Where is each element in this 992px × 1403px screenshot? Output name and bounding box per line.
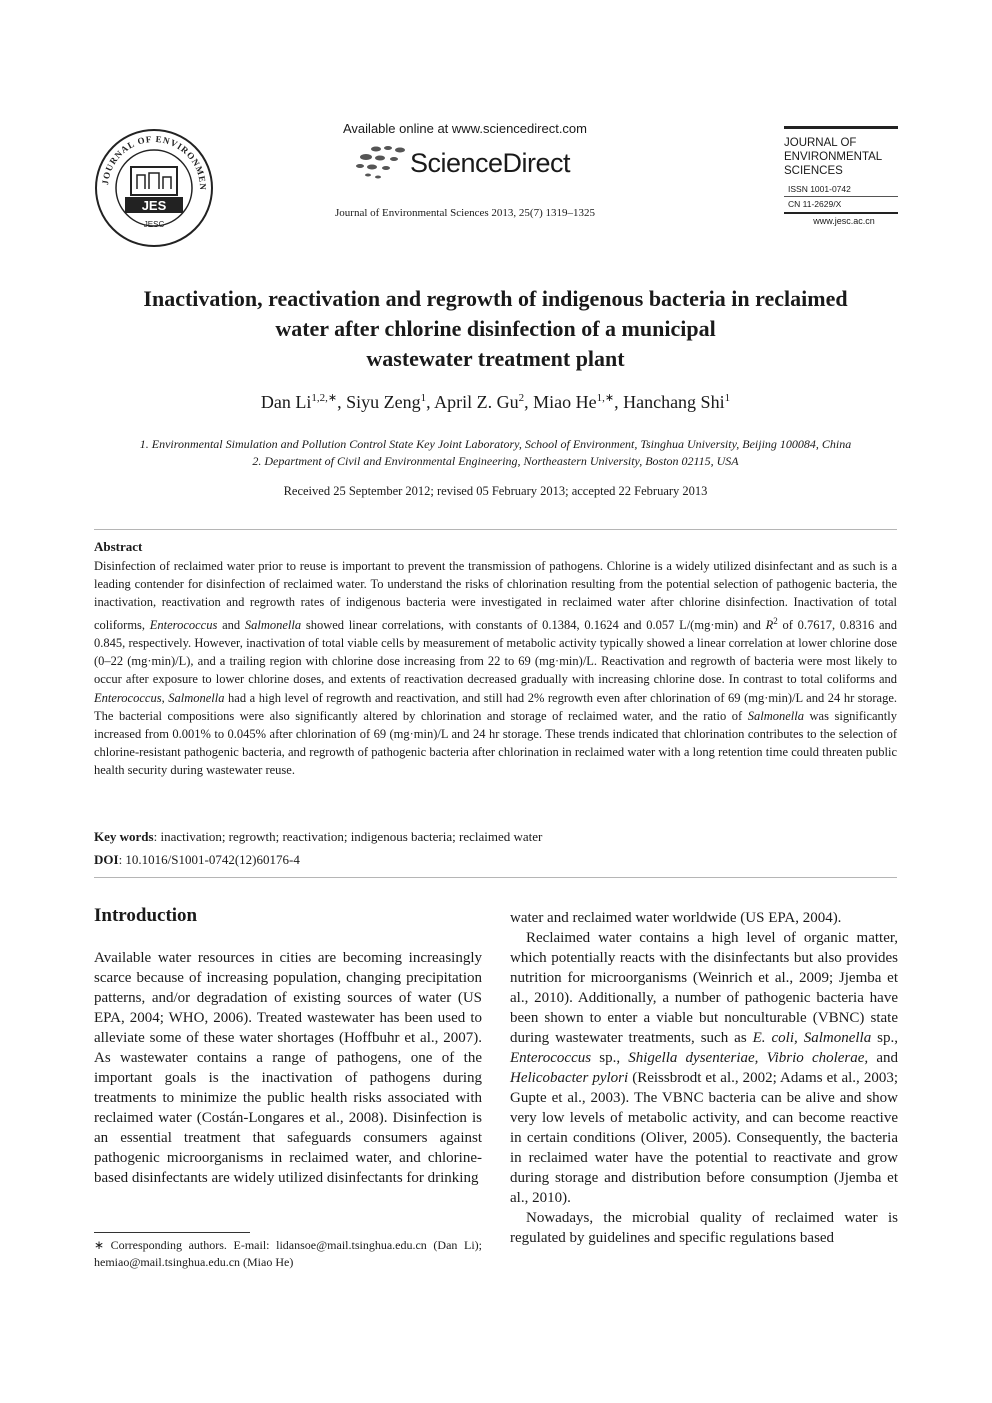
title-line: water after chlorine disinfection of a municipal bbox=[275, 316, 716, 341]
text: sp., bbox=[871, 1030, 898, 1046]
doi bbox=[94, 852, 897, 868]
right-column bbox=[510, 908, 898, 1248]
keywords bbox=[94, 829, 897, 845]
taxon: Enterococcus bbox=[149, 617, 218, 632]
journal-url[interactable]: www.jesc.ac.cn bbox=[813, 216, 875, 226]
abstract-text: Disinfection of reclaimed water prior to reuse is important to prevent the transmission of pathogens. Chlorine is a widely utilized disinfectant and as such is a leading contender for disinfection of reclaimed water. To understand the risks of chlorination resulting from the potential selection of pathogenic bacteria, the inactivation, reactivation and regrowth rates of indigenous bacteria were investigated in reclaimed water after chlorine disinfection. Inactivation of total coliforms, bbox=[94, 559, 897, 632]
taxon: Salmonella bbox=[747, 708, 804, 723]
cn-number: CN 11-2629/X bbox=[788, 199, 842, 209]
journal-name-2: ENVIRONMENTAL bbox=[784, 151, 883, 163]
section-heading-introduction: Introduction bbox=[94, 905, 198, 926]
author-affil: 1,2,∗ bbox=[311, 392, 338, 404]
abstract-text: had a high level of regrowth and reactivation, and still had 2% regrowth even after chlorination of 69 (mg·min)/L and 24 hr storage. The bacterial compositions were also significantly altered by chlorination and storage of reclaimed water, and the ratio of bbox=[94, 690, 897, 723]
rule bbox=[784, 196, 898, 197]
sciencedirect-dots-icon bbox=[354, 143, 414, 183]
paragraph: Nowadays, the microbial quality of reclaimed water is regulated by guidelines and specific regulations based bbox=[510, 1210, 898, 1246]
affiliation: 2. Department of Civil and Environmental Engineering, Northeastern University, Boston 02115, USA bbox=[252, 454, 739, 468]
journal-name-1: JOURNAL OF bbox=[784, 137, 857, 149]
author-affil: 1 bbox=[420, 392, 427, 404]
footnote-rule bbox=[94, 1232, 250, 1233]
journal-name-3: SCIENCES bbox=[784, 165, 843, 177]
seal-mark: JES bbox=[141, 198, 167, 213]
journal-info-box bbox=[784, 126, 898, 226]
text: sp., bbox=[591, 1050, 629, 1066]
seal-bottom: JESC bbox=[143, 220, 165, 229]
text: and bbox=[868, 1050, 898, 1066]
divider bbox=[94, 877, 897, 878]
taxon: E. coli, Salmonella bbox=[752, 1030, 872, 1046]
author-name: Siyu Zeng bbox=[346, 392, 421, 412]
available-online-text: Available online at www.sciencedirect.com bbox=[343, 121, 587, 136]
author-affil: 1,∗ bbox=[596, 392, 615, 404]
keywords-label: Key words bbox=[94, 829, 154, 844]
left-column bbox=[94, 948, 482, 1188]
doi-label: DOI bbox=[94, 852, 119, 867]
author-name: Miao He bbox=[533, 392, 597, 412]
article-title bbox=[94, 284, 897, 374]
taxon: Enterococcus bbox=[94, 690, 162, 705]
taxon: Shigella dysenteriae, Vibrio cholerae, bbox=[628, 1050, 869, 1066]
r-superscript: 2 bbox=[773, 615, 778, 626]
affiliation: 1. Environmental Simulation and Pollution Control State Key Joint Laboratory, School of Environment, Tsinghua University, Beijing 100084, China bbox=[139, 437, 852, 451]
taxon: Salmonella bbox=[168, 690, 225, 705]
taxon: Enterococcus bbox=[510, 1050, 592, 1066]
journal-citation: Journal of Environmental Sciences 2013, 25(7) 1319–1325 bbox=[335, 207, 595, 219]
abstract-text: of 0.7617, 0.8316 and 0.845, respectively. However, inactivation of total viable cells by measurement of metabolic activity typically showed a linear correlation at lower chlorine dose (0–22 (mg·min)/L), and a trailing region with chlorine dose increasing from 22 to 69 (mg·min)/L. Reactivation and regrowth of bacteria were most likely to occur after exposure to lower chlorine doses, and extents of reactivation decreased gradually with increasing chlorine dose. In contrast to total coliforms and bbox=[94, 617, 897, 687]
r-symbol: R bbox=[765, 617, 774, 632]
article-dates: Received 25 September 2012; revised 05 February 2013; accepted 22 February 2013 bbox=[283, 484, 708, 498]
author-list: Dan $Li^{1,2,∗}$, Siyu Zeng$^1$, April Z. Gu$^2$, Miao $He^{1,∗}$, Hanchang Shi$^1$ bbox=[260, 392, 731, 412]
abstract-text: and bbox=[217, 617, 245, 632]
title-line: Inactivation, reactivation and regrowth of indigenous bacteria in reclaimed bbox=[143, 286, 848, 311]
abstract-text: showed linear correlations, with constants of 0.1384, 0.1624 and 0.057 L/(mg·min) and bbox=[301, 617, 766, 632]
title-line: wastewater treatment plant bbox=[366, 346, 625, 371]
paragraph bbox=[510, 928, 898, 1208]
taxon: Salmonella bbox=[244, 617, 302, 632]
keywords-list: : inactivation; regrowth; reactivation; indigenous bacteria; reclaimed water bbox=[153, 829, 543, 844]
author-affil: 1 bbox=[724, 392, 731, 404]
author-name: Hanchang Shi bbox=[623, 392, 725, 412]
corresponding-author-footnote: ∗ Corresponding authors. E-mail: lidansoe@mail.tsinghua.edu.cn (Dan Li); hemiao@mail.tsinghua.edu.cn (Miao He) bbox=[94, 1238, 482, 1269]
author-affil: 2 bbox=[518, 392, 525, 404]
abstract-text: , bbox=[161, 690, 169, 705]
abstract-heading: Abstract bbox=[94, 539, 143, 554]
abstract-body bbox=[94, 557, 897, 780]
seal-ring-text: JOURNAL OF ENVIRONMEN bbox=[100, 133, 209, 191]
paragraph: Available water resources in cities are becoming increasingly scarce because of increasing population, changing precipitation patterns, and/or degradation of existing sources of water (US EPA, 2004; WHO, 2006). Treated wastewater has been used to alleviate some of these water shortages (Hoffbuhr et al., 2007). As wastewater contains a range of pathogens, one of the important goals is the inactivation of pathogens during treatments to minimize the public health risks associated with reclaimed water (Costán-Longares et al., 2008). Disinfection is an essential treatment that safeguards consumers against pathogenic microorganisms in reclaimed water, and chlorine-based disinfectants are widely utilized disinfectants for drinking bbox=[94, 950, 482, 1186]
abstract-text: was significantly increased from 0.001% to 0.045% after chlorination of 69 (mg·min)/L and 24 hr storage. These trends indicated that chlorination contributes to the selection of chlorine-resistant pathogenic bacteria, and regrowth of pathogenic bacteria after chlorination in reclaimed water with a long retention time could threaten public health security during wastewater reuse. bbox=[94, 708, 897, 778]
sciencedirect-logo[interactable]: ScienceDirect bbox=[410, 148, 571, 178]
rule bbox=[784, 212, 898, 214]
affiliations bbox=[94, 436, 897, 470]
rule bbox=[784, 126, 898, 129]
paragraph: water and reclaimed water worldwide (US EPA, 2004). bbox=[510, 910, 842, 926]
author-name: Dan Li bbox=[260, 392, 312, 412]
author-name: April Z. Gu bbox=[434, 392, 519, 412]
divider bbox=[94, 529, 897, 530]
taxon: Helicobacter pylori bbox=[510, 1070, 629, 1086]
doi-value[interactable]: : 10.1016/S1001-0742(12)60176-4 bbox=[118, 852, 300, 867]
jes-journal-seal bbox=[93, 127, 215, 249]
issn: ISSN 1001-0742 bbox=[788, 184, 851, 194]
text: (Reissbrodt et al., 2002; Adams et al., 2003; Gupte et al., 2003). The VBNC bacteria can be alive and show very low levels of metabolic activity, and can become reactive in certain conditions (Oliver, 2005). Consequently, the bacteria in reclaimed water have the potential to reactivate and grow during storage and distribution before consumption (Jjemba et al., 2010). bbox=[510, 1070, 899, 1206]
text: Reclaimed water contains a high level of organic matter, which potentially reacts with the disinfectants but also provides nutrition for microorganisms (Weinrich et al., 2009; Jjemba et al., 2010). Additionally, a number of pathogenic bacteria have been shown to enter a viable but nonculturable (VBNC) state during wastewater treatments, such as bbox=[510, 930, 898, 1046]
